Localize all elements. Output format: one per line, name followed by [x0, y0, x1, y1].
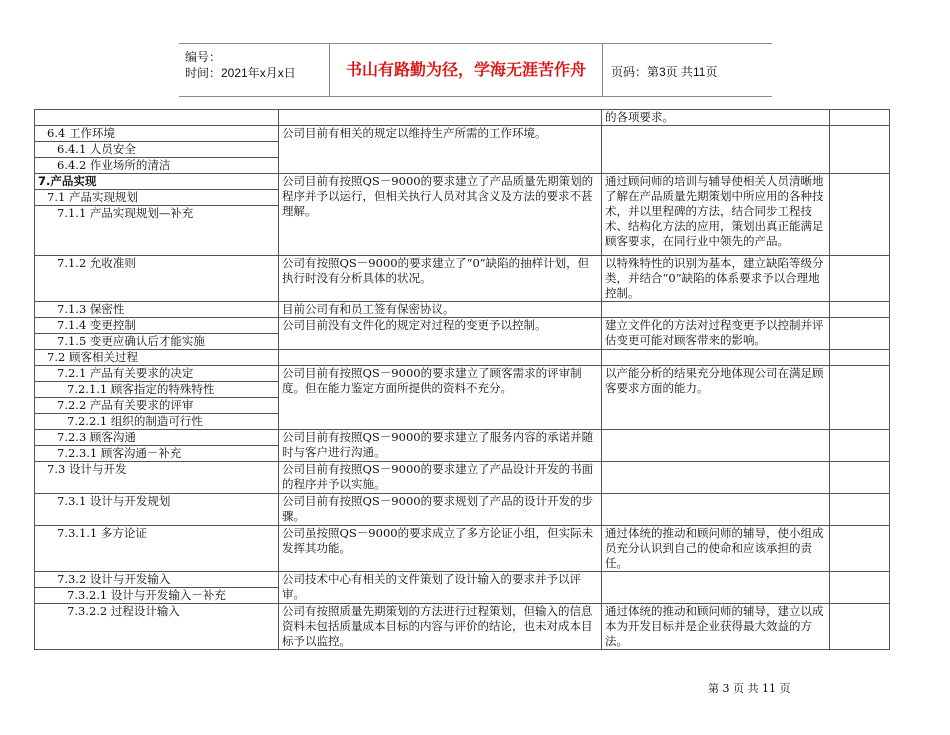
clause-cell: 7.1.3 保密性 — [35, 302, 279, 318]
clause-cell: 7.2.3.1 顾客沟通－补充 — [35, 446, 279, 462]
clause-cell: 7.2.2 产品有关要求的评审 — [35, 398, 279, 414]
action-cell: 以产能分析的结果充分地体现公司在满足顾客要求方面的能力。 — [602, 366, 830, 430]
table-cell — [830, 110, 890, 126]
action-cell: 通过体统的推动和顾问师的辅导，建立以成本为开发目标并是企业获得最大效益的方法。 — [602, 604, 830, 650]
clause-cell: 7.3.1 设计与开发规划 — [35, 494, 279, 526]
table-cell — [830, 430, 890, 462]
table-cell — [830, 494, 890, 526]
status-cell: 公司目前没有文件化的规定对过程的变更予以控制。 — [279, 318, 602, 350]
page-footer: 第 3 页 共 11 页 — [708, 682, 791, 695]
table-row — [35, 318, 890, 334]
clause-cell: 7.3.2.1 设计与开发输入－补充 — [35, 588, 279, 604]
clause-cell: 7.3.1.1 多方论证 — [35, 526, 279, 572]
document-code-label: 编号： — [185, 50, 222, 64]
clause-cell: 7.2.1.1 顾客指定的特殊特性 — [35, 382, 279, 398]
table-row — [35, 256, 890, 302]
action-cell — [602, 572, 830, 604]
clause-cell: 6.4.1 人员安全 — [35, 142, 279, 158]
requirements-table — [34, 109, 890, 650]
action-cell: 建立文件化的方法对过程变更予以控制并评估变更可能对顾客带来的影响。 — [602, 318, 830, 350]
clause-cell: 7.1.1 产品实现规划—补充 — [35, 206, 279, 256]
header-motto: 书山有路勤为径，学海无涯苦作舟 — [329, 44, 603, 96]
clause-cell: 7.1.4 变更控制 — [35, 318, 279, 334]
status-cell: 公司有按照质量先期策划的方法进行过程策划，但输入的信息资料未包括质量成本目标的内容与评价的结论，也未对成本目标予以监控。 — [279, 604, 602, 650]
status-cell: 公司目前有按照QS－9000的要求建立了顾客需求的评审制度。但在能力鉴定方面所提供的资料不充分。 — [279, 366, 602, 430]
table-cell — [830, 318, 890, 350]
clause-cell: 6.4 工作环境 — [35, 126, 279, 142]
table-row — [35, 110, 890, 126]
clause-cell: 7.1 产品实现规划 — [35, 190, 279, 206]
table-row — [35, 126, 890, 142]
table-cell — [830, 174, 890, 256]
table-cell: 的各项要求。 — [602, 110, 830, 126]
clause-cell: 7.2 顾客相关过程 — [35, 350, 279, 366]
clause-cell: 7.2.3 顾客沟通 — [35, 430, 279, 446]
status-cell: 目前公司有和员工签有保密协议。 — [279, 302, 602, 318]
table-row — [35, 572, 890, 588]
action-cell — [602, 430, 830, 462]
document-time-label: 时间：2021年x月x日 — [185, 66, 296, 80]
status-cell: 公司目前有按照QS－9000的要求建立了产品设计开发的书面的程序并予以实施。 — [279, 462, 602, 494]
table-row — [35, 302, 890, 318]
clause-cell: 7.2.1 产品有关要求的决定 — [35, 366, 279, 382]
table-cell — [830, 302, 890, 318]
clause-cell: 7.2.2.1 组织的制造可行性 — [35, 414, 279, 430]
table-row — [35, 526, 890, 572]
clause-cell: 7.1.5 变更应确认后才能实施 — [35, 334, 279, 350]
action-cell — [602, 302, 830, 318]
action-cell: 通过顾问师的培训与辅导使相关人员清晰地了解在产品质量先期策划中所应用的各种技术，并以里程碑的方法，结合同步工程技术、结构化方法的应用，策划出真正能满足顾客要求，在同行业中领先的产品。 — [602, 174, 830, 256]
header-page-number: 页码：第3页 共11页 — [611, 65, 718, 79]
clause-cell: 6.4.2 作业场所的清洁 — [35, 158, 279, 174]
action-cell — [602, 126, 830, 174]
page-header — [179, 43, 772, 97]
clause-cell: 7.3.2.2 过程设计输入 — [35, 604, 279, 650]
table-cell — [830, 462, 890, 494]
table-cell — [279, 110, 602, 126]
clause-cell: 7.1.2 允收准则 — [35, 256, 279, 302]
action-cell: 以特殊特性的识别为基本，建立缺陷等级分类，并结合“0”缺陷的体系要求予以合理地控制。 — [602, 256, 830, 302]
table-row — [35, 494, 890, 526]
status-cell: 公司技术中心有相关的文件策划了设计输入的要求并予以评审。 — [279, 572, 602, 604]
table-cell — [830, 526, 890, 572]
action-cell — [602, 462, 830, 494]
table-cell — [830, 256, 890, 302]
table-cell — [35, 110, 279, 126]
status-cell: 公司目前有按照QS－9000的要求建立了产品质量先期策划的程序并予以运行，但相关执行人员对其含义及方法的要求不甚理解。 — [279, 174, 602, 256]
table-cell — [830, 604, 890, 650]
status-cell — [279, 350, 602, 366]
table-row — [35, 350, 890, 366]
table-row — [35, 604, 890, 650]
table-cell — [830, 350, 890, 366]
status-cell: 公司目前有按照QS－9000的要求规划了产品的设计开发的步骤。 — [279, 494, 602, 526]
clause-cell: 7.3 设计与开发 — [35, 462, 279, 494]
table-row — [35, 174, 890, 190]
clause-cell: 7.3.2 设计与开发输入 — [35, 572, 279, 588]
table-cell — [830, 366, 890, 430]
status-cell: 公司目前有按照QS－9000的要求建立了服务内容的承诺并随时与客户进行沟通。 — [279, 430, 602, 462]
status-cell: 公司虽按照QS－9000的要求成立了多方论证小组，但实际未发挥其功能。 — [279, 526, 602, 572]
clause-cell: 7.产品实现 — [35, 174, 279, 190]
action-cell — [602, 494, 830, 526]
action-cell — [602, 350, 830, 366]
table-cell — [830, 572, 890, 604]
table-row — [35, 430, 890, 446]
action-cell: 通过体统的推动和顾问师的辅导，使小组成员充分认识到自己的使命和应该承担的责任。 — [602, 526, 830, 572]
table-row — [35, 366, 890, 382]
table-cell — [830, 126, 890, 174]
table-row — [35, 462, 890, 494]
status-cell: 公司目前有相关的规定以维持生产所需的工作环境。 — [279, 126, 602, 174]
status-cell: 公司有按照QS－9000的要求建立了“0”缺陷的抽样计划，但执行时没有分析具体的状况。 — [279, 256, 602, 302]
